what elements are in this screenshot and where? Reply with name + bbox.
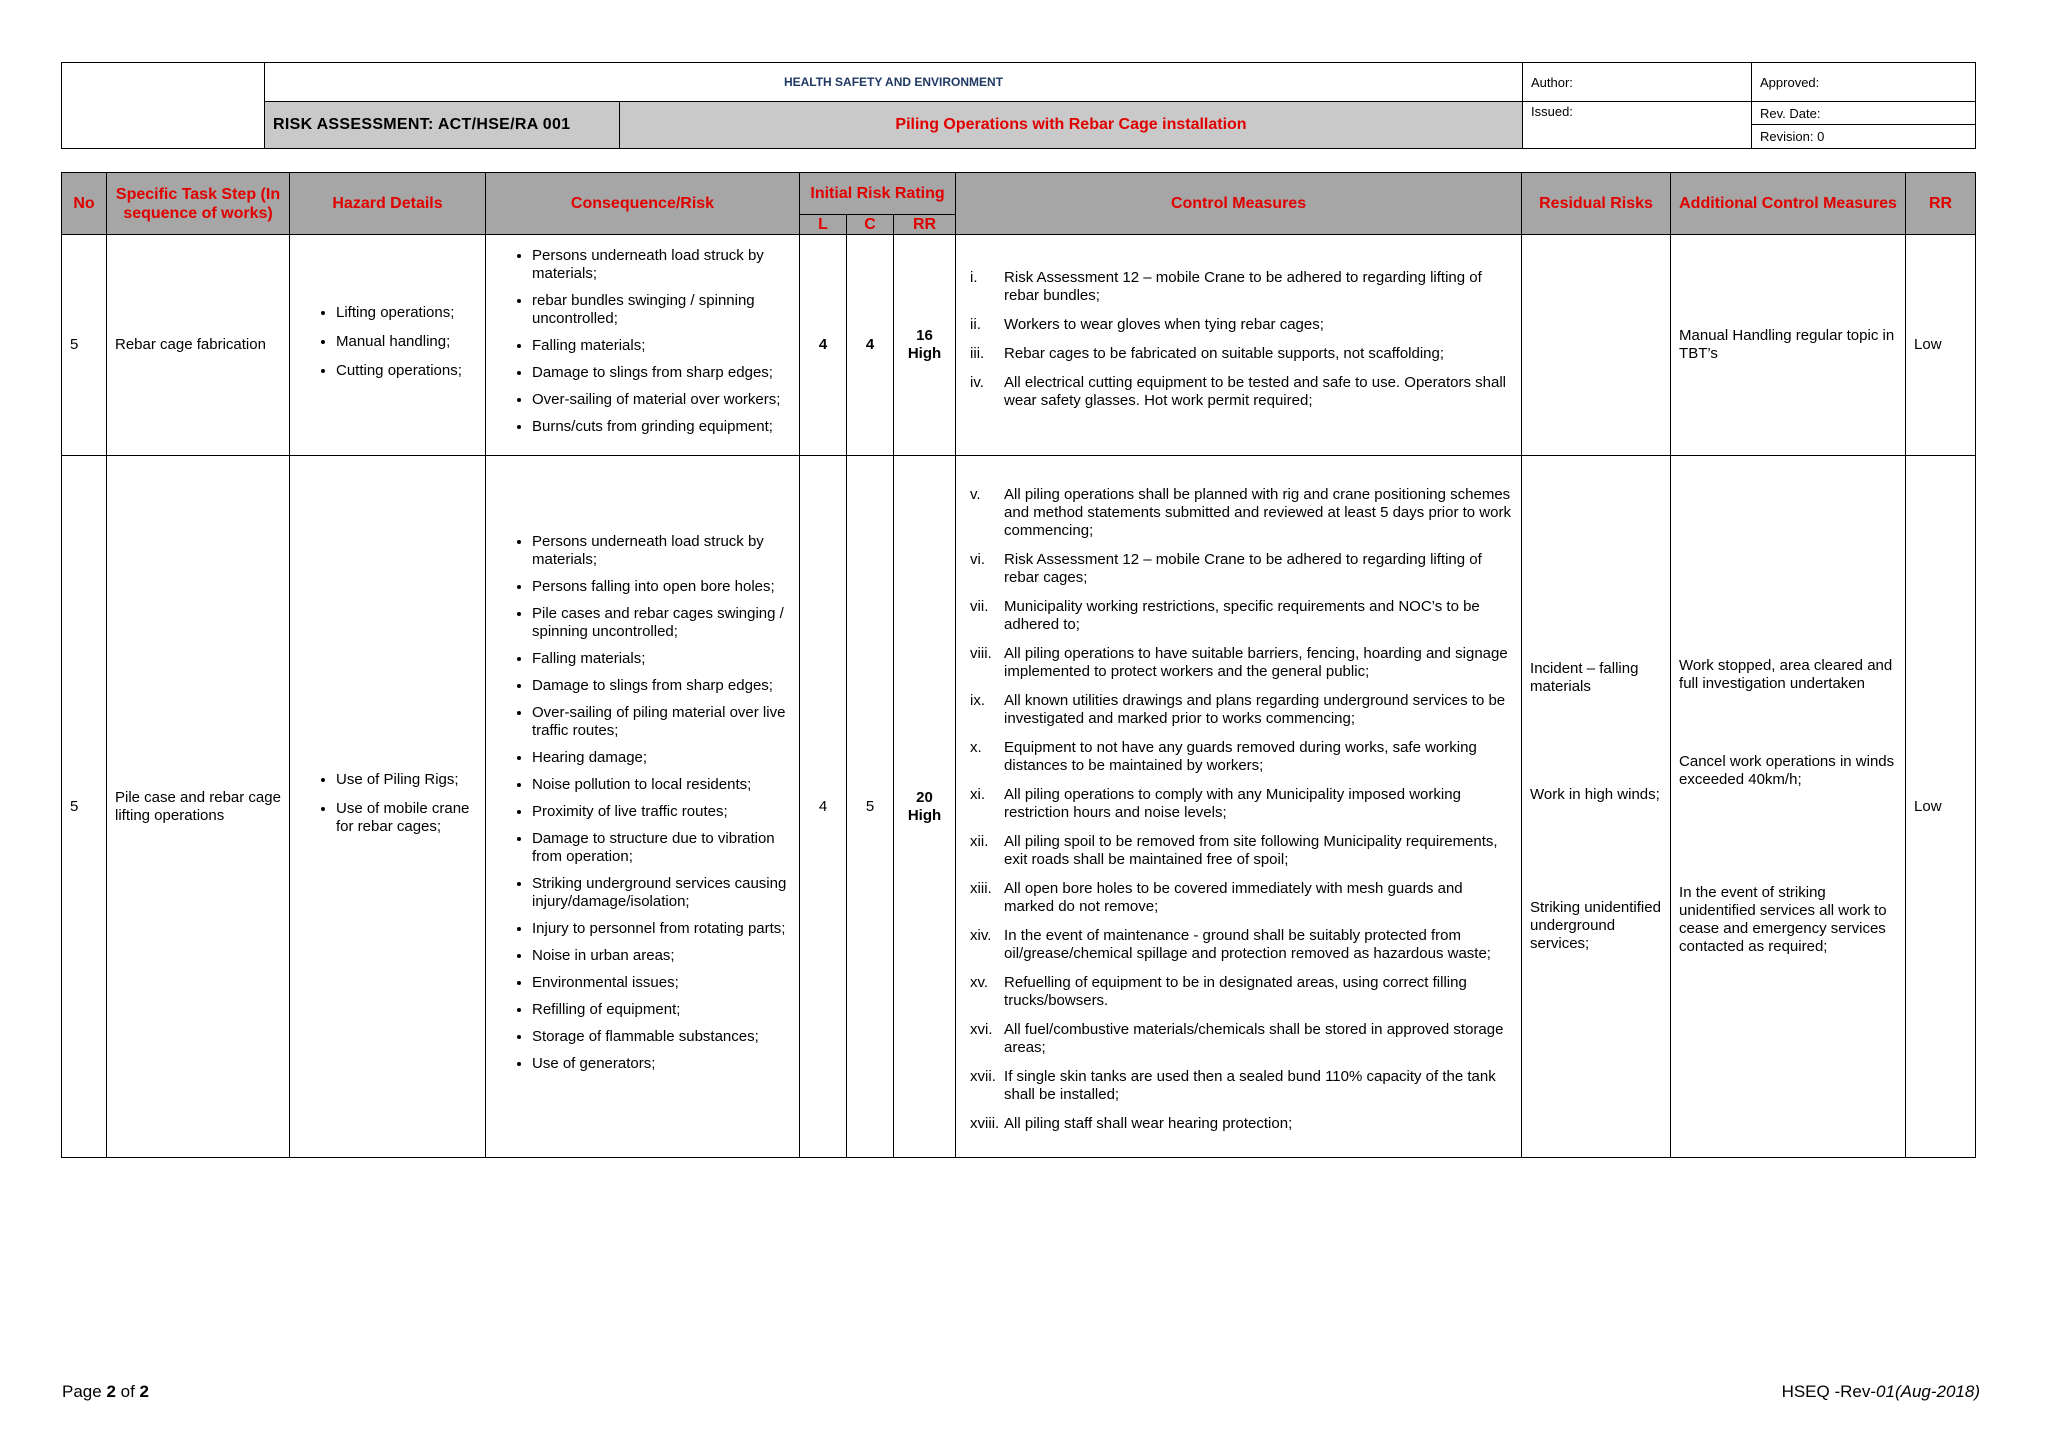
document-revision-code: HSEQ -Rev-01(Aug-2018) — [1781, 1382, 1980, 1401]
list-item: • Pile cases and rebar cages swinging / spinning uncontrolled; — [532, 605, 791, 641]
list-item: • Damage to slings from sharp edges; — [532, 364, 791, 382]
col-initial-risk-rating: Initial Risk Rating — [800, 173, 956, 215]
list-item: ix. All known utilities drawings and plans regarding underground services to be investigated and marked prior to works commencing; — [970, 692, 1506, 727]
list-item: • Persons falling into open bore holes; — [532, 578, 791, 596]
consequence-score: 5 — [847, 456, 894, 1158]
list-item: v. All piling operations shall be planned with rig and crane positioning schemes and method statements submitted and reviewed at least 5 days prior to work commencing; — [970, 486, 1511, 539]
risk-assessment-code: RISK ASSESSMENT: ACT/HSE/RA 001 — [265, 102, 620, 149]
list-item: xii. All piling spoil to be removed from site following Municipality requirements, exit roads shall be maintained free of spoil; — [970, 833, 1498, 868]
list-item: • Injury to personnel from rotating parts; — [532, 920, 791, 938]
residual-risks — [1522, 235, 1671, 456]
residual-risks: Incident – falling materials Work in high winds; Striking unidentified underground services; — [1522, 456, 1671, 1158]
list-item: i. Risk Assessment 12 – mobile Crane to be adhered to regarding lifting of rebar bundles; — [970, 269, 1482, 304]
list-item: • Lifting operations; — [336, 304, 477, 322]
list-item: iv. All electrical cutting equipment to be tested and safe to use. Operators shall wear safety glasses. Hot work permit required; — [970, 374, 1506, 409]
hazard-details — [290, 235, 486, 456]
list-item: xviii. All piling staff shall wear hearing protection; — [970, 1115, 1293, 1132]
list-item: • Refilling of equipment; — [532, 1001, 791, 1019]
list-item: • Damage to structure due to vibration from operation; — [532, 830, 791, 866]
additional-controls: Manual Handling regular topic in TBT’s — [1671, 235, 1906, 456]
task-step: Pile case and rebar cage lifting operations — [107, 456, 290, 1158]
col-consequence-score: C — [847, 215, 894, 235]
risk-rating — [894, 235, 956, 456]
col-task-step: Specific Task Step (In sequence of works) — [107, 173, 290, 235]
risk-assessment-table — [61, 172, 1976, 1158]
document-header — [61, 62, 1976, 149]
list-item: • rebar bundles swinging / spinning uncontrolled; — [532, 292, 791, 328]
list-item: • Noise pollution to local residents; — [532, 776, 791, 794]
risk-rating — [894, 456, 956, 1158]
risk-rating-value: 20 — [916, 788, 933, 806]
row-number: 5 — [62, 456, 107, 1158]
col-hazard-details: Hazard Details — [290, 173, 486, 235]
table-row — [62, 456, 1976, 1158]
author-field: Author: — [1523, 63, 1752, 102]
list-item: • Falling materials; — [532, 650, 791, 668]
hazard-details — [290, 456, 486, 1158]
list-item: xvii. If single skin tanks are used then a sealed bund 110% capacity of the tank shall be installed; — [970, 1068, 1496, 1103]
list-item: vii. Municipality working restrictions, specific requirements and NOC’s to be adhered to; — [970, 598, 1480, 633]
col-final-rr: RR — [1906, 173, 1976, 235]
list-item: x. Equipment to not have any guards removed during works, safe working distances to be maintained by workers; — [970, 739, 1477, 774]
revision-field: Revision: 0 — [1752, 125, 1976, 149]
list-item: • Use of mobile crane for rebar cages; — [336, 800, 477, 836]
col-control-measures: Control Measures — [956, 173, 1522, 235]
issued-field: Issued: — [1523, 102, 1752, 149]
col-likelihood: L — [800, 215, 847, 235]
list-item: • Over-sailing of piling material over live traffic routes; — [532, 704, 791, 740]
list-item: • Persons underneath load struck by materials; — [532, 533, 791, 569]
list-item: • Hearing damage; — [532, 749, 791, 767]
list-item: vi. Risk Assessment 12 – mobile Crane to be adhered to regarding lifting of rebar cages; — [970, 551, 1482, 586]
likelihood-score: 4 — [800, 235, 847, 456]
list-item: • Environmental issues; — [532, 974, 791, 992]
final-risk-rating: Low — [1906, 456, 1976, 1158]
list-item: • Manual handling; — [336, 333, 477, 351]
col-residual-risks: Residual Risks — [1522, 173, 1671, 235]
control-measures — [956, 456, 1522, 1158]
document-title: Piling Operations with Rebar Cage installation — [620, 102, 1523, 149]
consequence-list — [486, 456, 800, 1158]
section-title: HEALTH SAFETY AND ENVIRONMENT — [265, 63, 1523, 102]
approved-field: Approved: — [1752, 63, 1976, 102]
col-consequence: Consequence/Risk — [486, 173, 800, 235]
list-item: xvi. All fuel/combustive materials/chemicals shall be stored in approved storage areas; — [970, 1021, 1504, 1056]
list-item: xi. All piling operations to comply with any Municipality imposed working restriction hours and noise levels; — [970, 786, 1461, 821]
col-no: No — [62, 173, 107, 235]
risk-rating-value: 16 — [916, 327, 933, 344]
risk-rating-level: High — [907, 806, 942, 824]
col-additional-controls: Additional Control Measures — [1671, 173, 1906, 235]
consequence-score: 4 — [847, 235, 894, 456]
list-item: • Proximity of live traffic routes; — [532, 803, 791, 821]
additional-controls: Work stopped, area cleared and full investigation undertaken Cancel work operations in winds exceeded 40km/h; In the event of striking unidentified services all work to cease and emergency services contacted as required; — [1671, 456, 1906, 1158]
col-risk-rating: RR — [894, 215, 956, 235]
table-row — [62, 235, 1976, 456]
list-item: xiii. All open bore holes to be covered immediately with mesh guards and marked do not remove; — [970, 880, 1463, 915]
logo-area — [62, 63, 265, 149]
list-item: iii. Rebar cages to be fabricated on suitable supports, not scaffolding; — [970, 345, 1445, 362]
list-item: • Storage of flammable substances; — [532, 1028, 791, 1046]
task-step: Rebar cage fabrication — [107, 235, 290, 456]
list-item: • Cutting operations; — [336, 362, 477, 380]
list-item: • Damage to slings from sharp edges; — [532, 677, 791, 695]
list-item: • Noise in urban areas; — [532, 947, 791, 965]
likelihood-score: 4 — [800, 456, 847, 1158]
page-number: Page 2 of 2 — [62, 1382, 149, 1401]
list-item: • Use of Piling Rigs; — [336, 771, 477, 789]
list-item: xiv. In the event of maintenance - ground shall be suitably protected from oil/grease/chemical spillage and protection removed as hazardous waste; — [970, 927, 1491, 962]
list-item: • Striking underground services causing injury/damage/isolation; — [532, 875, 791, 911]
final-risk-rating: Low — [1906, 235, 1976, 456]
list-item: • Burns/cuts from grinding equipment; — [532, 418, 791, 436]
consequence-list — [486, 235, 800, 456]
row-number: 5 — [62, 235, 107, 456]
list-item: • Over-sailing of material over workers; — [532, 391, 791, 409]
control-measures — [956, 235, 1522, 456]
risk-rating-level: High — [907, 345, 942, 362]
list-item: ii. Workers to wear gloves when tying rebar cages; — [970, 316, 1324, 333]
list-item: viii. All piling operations to have suitable barriers, fencing, hoarding and signage implemented to protect workers and the general public; — [970, 645, 1508, 680]
list-item: • Persons underneath load struck by materials; — [532, 247, 791, 283]
list-item: • Falling materials; — [532, 337, 791, 355]
list-item: xv. Refuelling of equipment to be in designated areas, using correct filling trucks/bowsers. — [970, 974, 1467, 1009]
rev-date-field: Rev. Date: — [1752, 102, 1976, 125]
list-item: • Use of generators; — [532, 1055, 791, 1073]
